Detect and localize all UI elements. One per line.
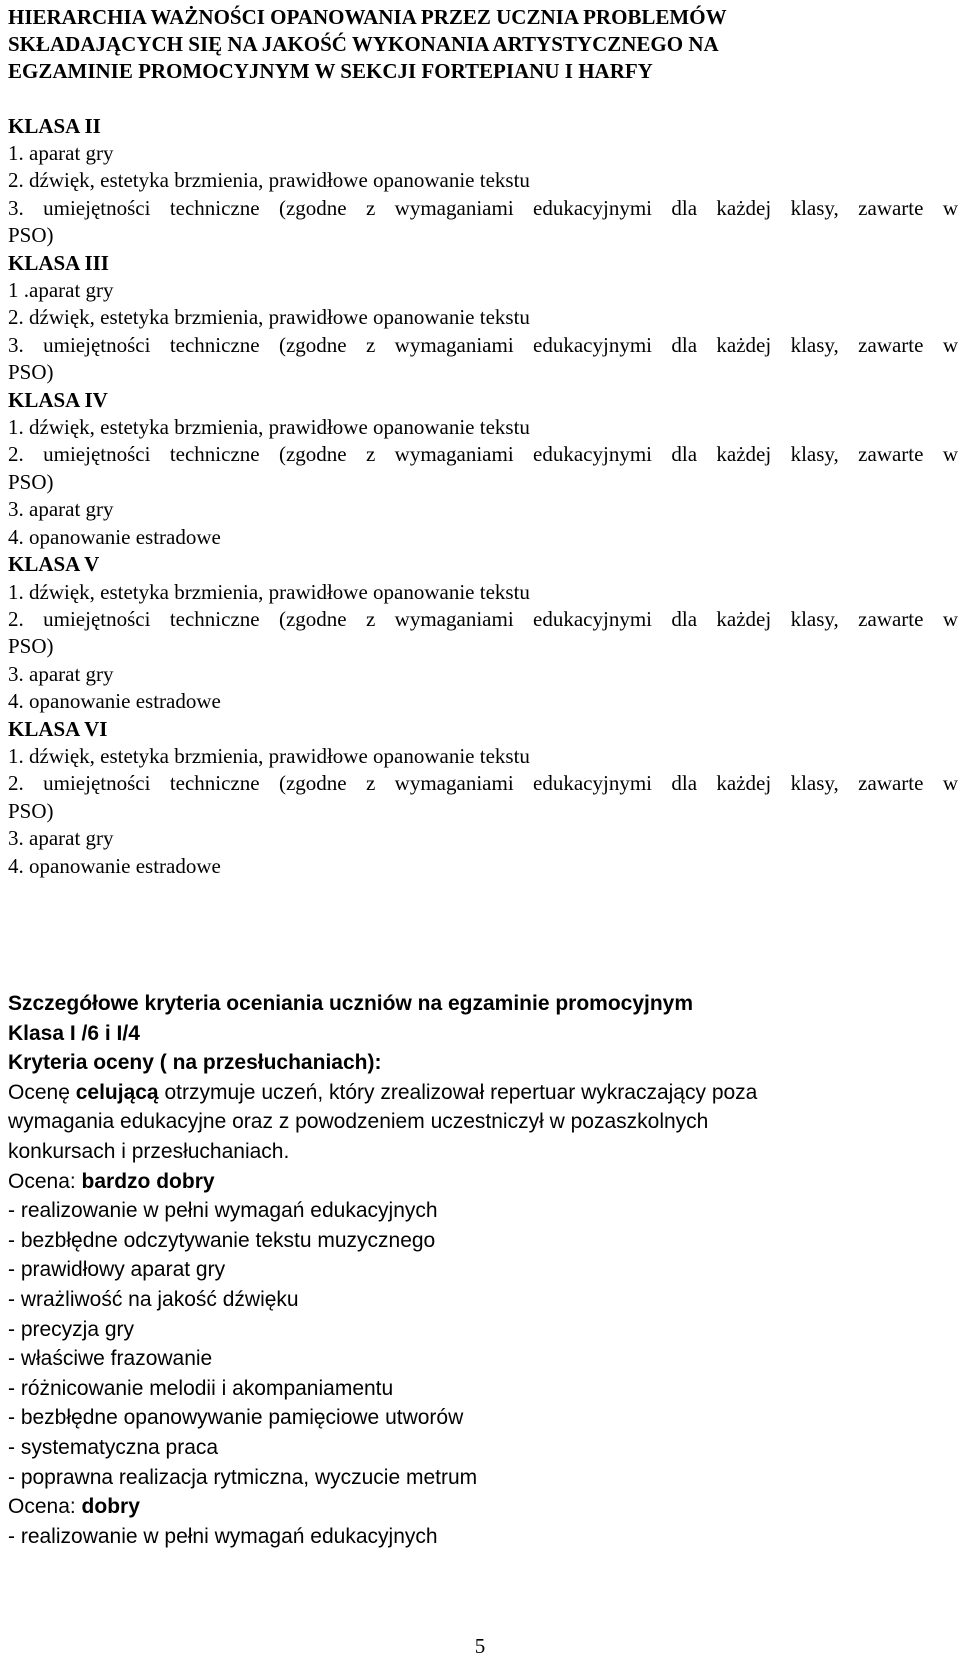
title-line-2: SKŁADAJĄCYCH SIĘ NA JAKOŚĆ WYKONANIA ARTYSTYCZNEGO NA [8,32,719,57]
class-item: 4. opanowanie estradowe [8,689,221,714]
hierarchy-section [8,0,958,880]
class-item-continuation: PSO) [8,223,54,248]
class-item: 1. aparat gry [8,141,114,166]
criteria-list-item: - bezbłędne opanowywanie pamięciowe utworów [8,1406,464,1430]
criteria-list-item: - właściwe frazowanie [8,1347,213,1371]
celujaca-text-2: wymagania edukacyjne oraz z powodzeniem uczestniczył w pozaszkolnych [8,1110,709,1134]
spacer [8,86,958,113]
class-heading: KLASA IV [8,387,108,412]
class-item: 1. dźwięk, estetyka brzmienia, prawidłowe opanowanie tekstu [8,415,530,440]
criteria-list-item: - prawidłowy aparat gry [8,1258,226,1282]
class-heading: KLASA VI [8,716,108,741]
dobry-label [8,1492,958,1522]
dobry-list [8,1522,958,1552]
dobry-prefix: Ocena: [8,1495,82,1519]
page-number: 5 [474,1634,486,1658]
bardzo-dobry-grade: bardzo dobry [81,1169,215,1193]
class-item: 1. dźwięk, estetyka brzmienia, prawidłowe opanowanie tekstu [8,579,530,604]
class-item: 3. umiejętności techniczne (zgodne z wymaganiami edukacyjnymi dla każdej klasy, zawarte w [8,332,958,357]
class-item-continuation: PSO) [8,360,54,385]
class-item: 3. umiejętności techniczne (zgodne z wymaganiami edukacyjnymi dla każdej klasy, zawarte w [8,195,958,220]
class-item: 3. aparat gry [8,826,114,851]
class-item: 2. umiejętności techniczne (zgodne z wymaganiami edukacyjnymi dla każdej klasy, zawarte w [8,442,958,467]
class-item: 2. dźwięk, estetyka brzmienia, prawidłowe opanowanie tekstu [8,305,530,330]
celujaca-text-3: konkursach i przesłuchaniach. [8,1139,290,1163]
class-item: 3. aparat gry [8,497,114,522]
class-item-continuation: PSO) [8,469,54,494]
class-item: 3. aparat gry [8,661,114,686]
criteria-heading: Szczegółowe kryteria oceniania uczniów na egzaminie promocyjnym [8,992,694,1015]
class-heading: KLASA V [8,552,100,577]
title-line-1: HIERARCHIA WAŻNOŚCI OPANOWANIA PRZEZ UCZNIA PROBLEMÓW [8,5,727,29]
celujaca-prefix: Ocenę [8,1080,76,1104]
criteria-class-label: Klasa I /6 i I/4 [8,1021,140,1045]
criteria-list-item: - realizowanie w pełni wymagań edukacyjnych [8,1199,438,1223]
class-item-continuation: PSO) [8,798,54,823]
bardzo-dobry-prefix: Ocena: [8,1169,82,1193]
dobry-grade: dobry [81,1495,140,1519]
celujaca-grade: celującą [75,1080,159,1104]
class-heading: KLASA II [8,113,101,138]
class-list [8,113,958,880]
class-item-continuation: PSO) [8,634,54,659]
criteria-list-item: - bezbłędne odczytywanie tekstu muzycznego [8,1228,436,1252]
class-heading: KLASA III [8,250,109,275]
class-item: 1 .aparat gry [8,278,114,303]
criteria-list-item: - systematyczna praca [8,1435,219,1459]
criteria-list-item: - precyzja gry [8,1317,135,1341]
bardzo-dobry-label [8,1167,958,1197]
celujaca-paragraph [8,1078,958,1167]
class-item: 2. dźwięk, estetyka brzmienia, prawidłowe opanowanie tekstu [8,168,530,193]
class-item: 4. opanowanie estradowe [8,853,221,878]
celujaca-text-1: otrzymuje uczeń, który zrealizował repertuar wykraczający poza [158,1080,758,1104]
class-item: 2. umiejętności techniczne (zgodne z wymaganiami edukacyjnymi dla każdej klasy, zawarte w [8,606,958,631]
class-item: 2. umiejętności techniczne (zgodne z wymaganiami edukacyjnymi dla każdej klasy, zawarte w [8,771,958,796]
criteria-list-item: - realizowanie w pełni wymagań edukacyjnych [8,1524,438,1548]
criteria-subheading: Kryteria oceny ( na przesłuchaniach): [8,1051,382,1075]
document-title [8,0,958,86]
criteria-section [8,989,958,1551]
class-item: 1. dźwięk, estetyka brzmienia, prawidłowe opanowanie tekstu [8,743,530,768]
criteria-list-item: - różnicowanie melodii i akompaniamentu [8,1376,394,1400]
criteria-list-item: - wrażliwość na jakość dźwięku [8,1287,299,1311]
bardzo-dobry-list [8,1196,958,1492]
criteria-list-item: - poprawna realizacja rytmiczna, wyczucie metrum [8,1465,478,1489]
title-line-3: EGZAMINIE PROMOCYJNYM W SEKCJI FORTEPIANU I HARFY [8,59,653,84]
class-item: 4. opanowanie estradowe [8,524,221,549]
